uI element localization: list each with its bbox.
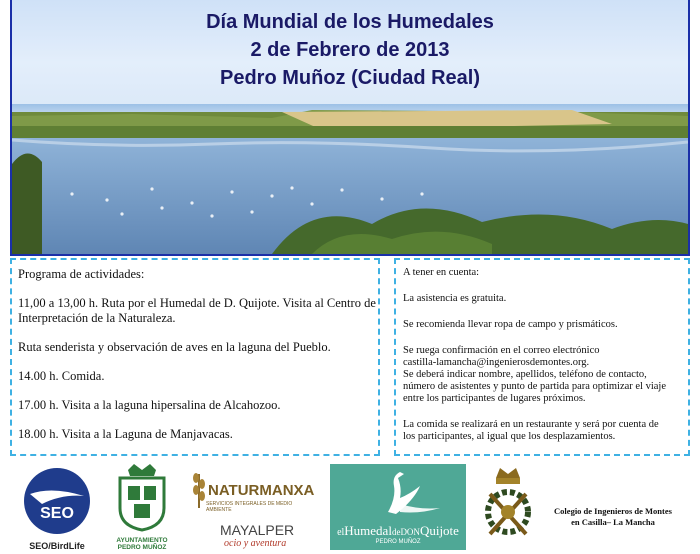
event-date: 2 de Febrero de 2013 [250, 39, 450, 61]
humedal-name3: Quijote [419, 523, 459, 538]
notes-title: A tener en cuenta: [403, 267, 480, 278]
humedal-name2: DON [400, 527, 420, 537]
program-box [10, 258, 380, 456]
program-title: Programa de actividades: [18, 267, 145, 281]
program-item: Ruta senderista y observación de aves en la laguna del Pueblo. [18, 340, 331, 354]
notes-item: La asistencia es gratuita. [403, 293, 507, 304]
event-title: Día Mundial de los Humedales [206, 11, 494, 33]
ayuntamiento-logo [114, 464, 170, 552]
naturmanxa-logo [190, 464, 315, 552]
mayalper-tagline: ocio y aventura [224, 538, 287, 549]
crown-crest-icon [478, 464, 538, 550]
sponsor-logos [0, 460, 700, 554]
program-item: 18.00 h. Visita a la Laguna de Manjavacas. [18, 427, 233, 441]
colegio-name [538, 506, 688, 528]
program-item: 17.00 h. Visita a la laguna hipersalina de Alcahozoo. [18, 398, 281, 412]
colegio-emblem [478, 464, 538, 550]
heron-icon [330, 464, 466, 520]
seo-mark: SEO [40, 505, 74, 522]
humedal-sub: PEDRO MUÑOZ [375, 539, 421, 545]
seo-emblem-icon [22, 466, 92, 536]
seo-birdlife-logo [22, 466, 92, 552]
humedal-name1: Humedal [344, 523, 392, 538]
event-location: Pedro Muñoz (Ciudad Real) [220, 67, 480, 89]
ayuntamiento-line1: AYUNTAMIENTO [116, 537, 168, 544]
naturmanxa-name: NATURMANXA [208, 482, 315, 499]
header-banner [10, 0, 690, 104]
humedal-mid: de [391, 527, 401, 537]
wetland-photo [10, 104, 690, 256]
program-item: 11,00 a 13,00 h. Ruta por el Humedal de D. Quijote. Visita al Centro de Interpretación de la Naturaleza. [18, 296, 376, 325]
seo-caption: SEO/BirdLife [29, 541, 85, 551]
humedal-prefix: el [337, 527, 345, 538]
notes-item: Se ruega confirmación en el correo electrónico castilla-lamancha@ingenierosdemontes.org. Se deberá indicar nombre, apellidos, teléfono de contacto, número de asistentes y punto de partida para optimizar el viaje entre los participantes de lugares próximos. [403, 345, 666, 404]
coat-of-arms-icon [114, 464, 170, 532]
naturmanxa-tagline: SERVICIOS INTEGRALES DE MEDIO AMBIENTE [206, 501, 293, 513]
humedal-don-quijote-logo [330, 464, 466, 550]
notes-item: Se recomienda llevar ropa de campo y prismáticos. [403, 319, 618, 330]
program-item: 14.00 h. Comida. [18, 369, 105, 383]
humedal-wordmark [330, 522, 466, 540]
notes-item: La comida se realizará en un restaurante y será por cuenta de los participantes, al igual que los desplazamientos. [403, 419, 659, 442]
mayalper-name: MAYALPER [220, 522, 295, 538]
notes-box [394, 258, 690, 456]
colegio-line2: en Casilla– La Mancha [571, 517, 655, 527]
colegio-line1: Colegio de Ingenieros de Montes [554, 506, 672, 516]
ayuntamiento-line2: PEDRO MUÑOZ [117, 544, 167, 551]
